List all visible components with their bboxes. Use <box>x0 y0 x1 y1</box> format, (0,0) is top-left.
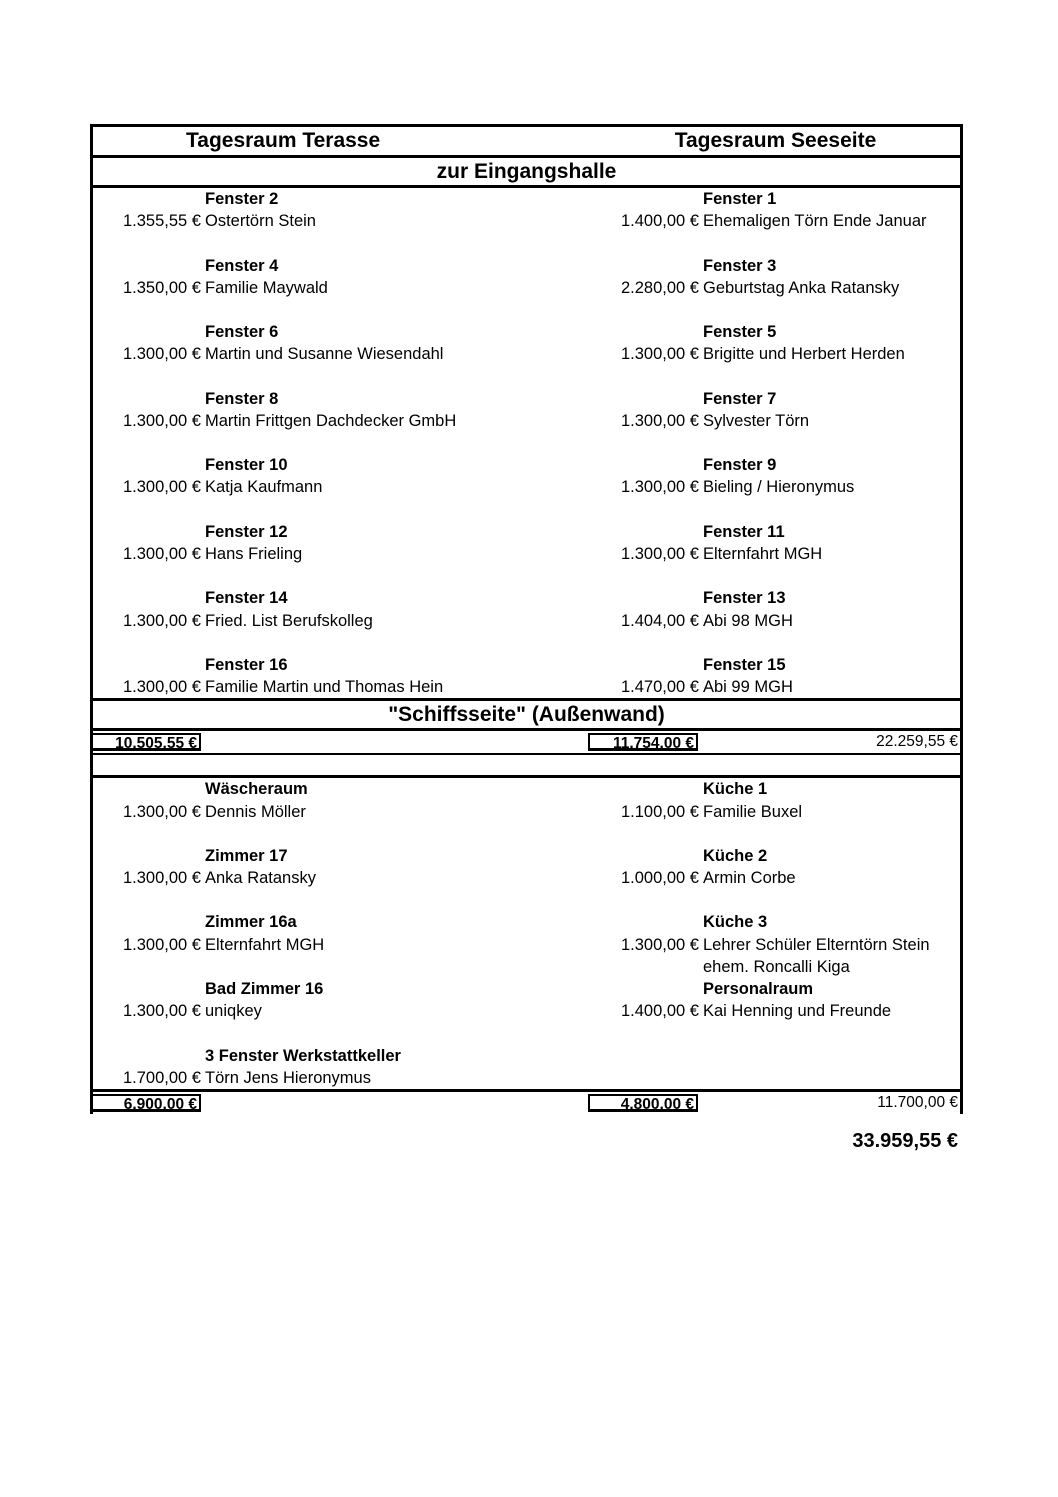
entry-amount-row <box>93 934 960 956</box>
entry-extra-row <box>93 565 960 587</box>
entry-amount: 1.404,00 € <box>621 611 699 630</box>
entry-donor: Geburtstag Anka Ratansky <box>703 278 900 297</box>
table-frame <box>90 124 963 731</box>
entry-label: Fenster 15 <box>703 655 786 674</box>
entry-amount: 1.300,00 € <box>621 345 699 364</box>
entry-label-row <box>93 255 960 277</box>
subtotal-left-2: 6.900,00 € <box>90 1094 201 1112</box>
grand-total: 33.959,55 € <box>852 1130 958 1152</box>
header-left: Tagesraum Terasse <box>186 129 381 152</box>
entry-label: Küche 1 <box>703 780 768 799</box>
entry-label: Küche 2 <box>703 846 768 865</box>
entry-extra-row <box>93 499 960 521</box>
entry-amount: 1.100,00 € <box>621 802 699 821</box>
entry-donor: Abi 99 MGH <box>703 678 793 697</box>
entry-extra <box>699 1022 703 1044</box>
entry-donor <box>699 1067 703 1089</box>
entry-label: Fenster 7 <box>703 389 777 408</box>
entry-donor: Hans Frieling <box>205 545 303 563</box>
entry-amount-row <box>93 476 960 498</box>
entry-extra <box>699 232 703 254</box>
entry-label <box>591 1045 703 1067</box>
entry-donor: Brigitte und Herbert Herden <box>703 345 905 364</box>
entry-label: Zimmer 16a <box>205 913 297 932</box>
entry-extra-row <box>93 432 960 454</box>
entry-label: Fenster 5 <box>703 323 777 342</box>
section-title-eingangshalle: zur Eingangshalle <box>93 158 960 188</box>
entry-label-row <box>93 978 960 1000</box>
section3-frame <box>90 775 963 1089</box>
entry-donor: uniqkey <box>205 1002 262 1021</box>
subtotal-right-1: 11.754,00 € <box>588 733 698 751</box>
entry-extra-row <box>93 1022 960 1044</box>
entry-extra: ehem. Roncalli Kiga <box>703 957 850 976</box>
entry-label: Zimmer 17 <box>205 846 288 865</box>
section1-rows <box>93 188 960 698</box>
entry-label: Fenster 3 <box>703 256 777 275</box>
entry-donor: Familie Buxel <box>703 802 803 821</box>
entry-donor: Dennis Möller <box>205 802 306 821</box>
subtotal-total-2: 11.700,00 € <box>877 1093 958 1111</box>
header-right: Tagesraum Seeseite <box>674 129 877 152</box>
entry-amount: 1.300,00 € <box>123 478 201 497</box>
entry-label: Fenster 4 <box>205 256 279 275</box>
entry-label: Fenster 6 <box>205 323 279 342</box>
column-headers <box>93 127 960 158</box>
entry-extra <box>699 432 703 454</box>
entry-amount: 1.300,00 € <box>123 611 201 630</box>
entry-amount: 2.280,00 € <box>621 278 699 297</box>
subtotal-total-1: 22.259,55 € <box>876 733 958 751</box>
entry-extra <box>699 823 703 845</box>
entry-amount: 1.300,00 € <box>123 678 201 697</box>
entry-amount: 1.300,00 € <box>621 935 699 954</box>
spacer-row <box>90 753 963 775</box>
entry-extra-row <box>93 232 960 254</box>
entry-donor: Anka Ratansky <box>205 869 316 888</box>
entry-label: Fenster 9 <box>703 456 777 475</box>
entry-extra <box>699 299 703 321</box>
entry-donor: Ehemaligen Törn Ende Januar <box>703 212 927 231</box>
entry-amount: 1.300,00 € <box>621 545 699 563</box>
entry-donor: Martin und Susanne Wiesendahl <box>205 345 444 364</box>
entry-label: Fenster 1 <box>703 190 777 208</box>
entry-label-row <box>93 1045 960 1067</box>
entry-donor: Fried. List Berufskolleg <box>205 611 373 630</box>
entry-donor: Abi 98 MGH <box>703 611 793 630</box>
entry-amount-row <box>93 1067 960 1089</box>
entry-donor: Familie Martin und Thomas Hein <box>205 678 444 697</box>
entry-amount: 1.400,00 € <box>621 212 699 231</box>
entry-label-row <box>93 587 960 609</box>
entry-amount-row <box>93 1000 960 1022</box>
entry-extra-row <box>93 299 960 321</box>
entry-amount: 1.300,00 € <box>123 869 201 888</box>
entry-amount-row <box>93 277 960 299</box>
subtotal-row-2 <box>90 1089 963 1114</box>
entry-extra-row <box>93 823 960 845</box>
entry-extra-row <box>93 956 960 978</box>
entry-amount <box>591 1067 699 1089</box>
entry-label: Fenster 10 <box>205 456 288 475</box>
donation-table <box>90 124 963 1114</box>
entry-label: Personalraum <box>703 980 814 998</box>
entry-amount-row <box>93 343 960 365</box>
entry-amount: 1.300,00 € <box>123 802 201 821</box>
entry-donor: Kai Henning und Freunde <box>703 1002 892 1021</box>
entry-donor: Bieling / Hieronymus <box>703 478 855 497</box>
entry-label-row <box>93 188 960 210</box>
entry-donor: Familie Maywald <box>205 278 328 297</box>
entry-amount-row <box>93 543 960 565</box>
subtotal-right-2: 4.800,00 € <box>588 1094 698 1112</box>
entry-label-row <box>93 845 960 867</box>
entry-label: 3 Fenster Werkstattkeller <box>205 1046 401 1065</box>
subtotal-left-1: 10.505,55 € <box>90 733 201 751</box>
entry-donor: Armin Corbe <box>703 869 796 888</box>
entry-label-row <box>93 521 960 543</box>
entry-label: Fenster 13 <box>703 589 786 608</box>
section3-rows <box>93 778 960 1089</box>
entry-amount: 1.700,00 € <box>123 1068 201 1087</box>
entry-extra-row <box>93 632 960 654</box>
entry-donor: Elternfahrt MGH <box>205 935 325 954</box>
entry-amount: 1.000,00 € <box>621 869 699 888</box>
entry-amount: 1.350,00 € <box>123 278 201 297</box>
entry-donor: Martin Frittgen Dachdecker GmbH <box>205 411 457 430</box>
entry-label: Fenster 11 <box>703 522 785 541</box>
section-title-schiffsseite: "Schiffsseite" (Außenwand) <box>93 698 960 731</box>
entry-label-row <box>93 778 960 800</box>
entry-amount: 1.300,00 € <box>621 478 699 497</box>
entry-label: Fenster 14 <box>205 589 288 608</box>
entry-amount-row <box>93 610 960 632</box>
entry-amount: 1.470,00 € <box>621 678 699 697</box>
entry-extra-row <box>93 889 960 911</box>
entry-donor: Elternfahrt MGH <box>703 545 823 563</box>
entry-label: Fenster 2 <box>205 190 279 208</box>
entry-label-row <box>93 654 960 676</box>
entry-donor: Sylvester Törn <box>703 411 810 430</box>
entry-extra <box>699 499 703 521</box>
entry-extra <box>699 565 703 587</box>
entry-amount: 1.300,00 € <box>123 411 201 430</box>
entry-label: Küche 3 <box>703 913 768 932</box>
entry-amount: 1.300,00 € <box>621 411 699 430</box>
entry-donor: Katja Kaufmann <box>205 478 323 497</box>
entry-extra <box>699 889 703 911</box>
entry-amount: 1.300,00 € <box>123 935 201 954</box>
entry-label: Fenster 16 <box>205 655 288 674</box>
entry-extra <box>699 632 703 654</box>
entry-label: Wäscheraum <box>205 780 308 799</box>
entry-amount-row <box>93 210 960 232</box>
entry-donor: Törn Jens Hieronymus <box>205 1068 371 1087</box>
entry-label-row <box>93 911 960 933</box>
entry-label: Fenster 8 <box>205 389 279 408</box>
entry-label: Bad Zimmer 16 <box>205 980 324 998</box>
entry-donor: Ostertörn Stein <box>205 212 316 231</box>
entry-label-row <box>93 454 960 476</box>
entry-donor: Lehrer Schüler Elterntörn Stein <box>703 935 930 954</box>
entry-label-row <box>93 388 960 410</box>
entry-amount-row <box>93 867 960 889</box>
entry-amount-row <box>93 676 960 698</box>
entry-amount: 1.355,55 € <box>123 212 201 231</box>
entry-amount-row <box>93 410 960 432</box>
entry-label: Fenster 12 <box>205 522 288 541</box>
subtotal-row-1 <box>90 731 963 753</box>
entry-extra <box>699 366 703 388</box>
entry-extra-row <box>93 366 960 388</box>
entry-label-row <box>93 321 960 343</box>
entry-amount: 1.300,00 € <box>123 545 201 563</box>
entry-amount: 1.300,00 € <box>123 1002 201 1021</box>
entry-amount: 1.400,00 € <box>621 1002 699 1021</box>
entry-amount: 1.300,00 € <box>123 345 201 364</box>
entry-amount-row <box>93 801 960 823</box>
